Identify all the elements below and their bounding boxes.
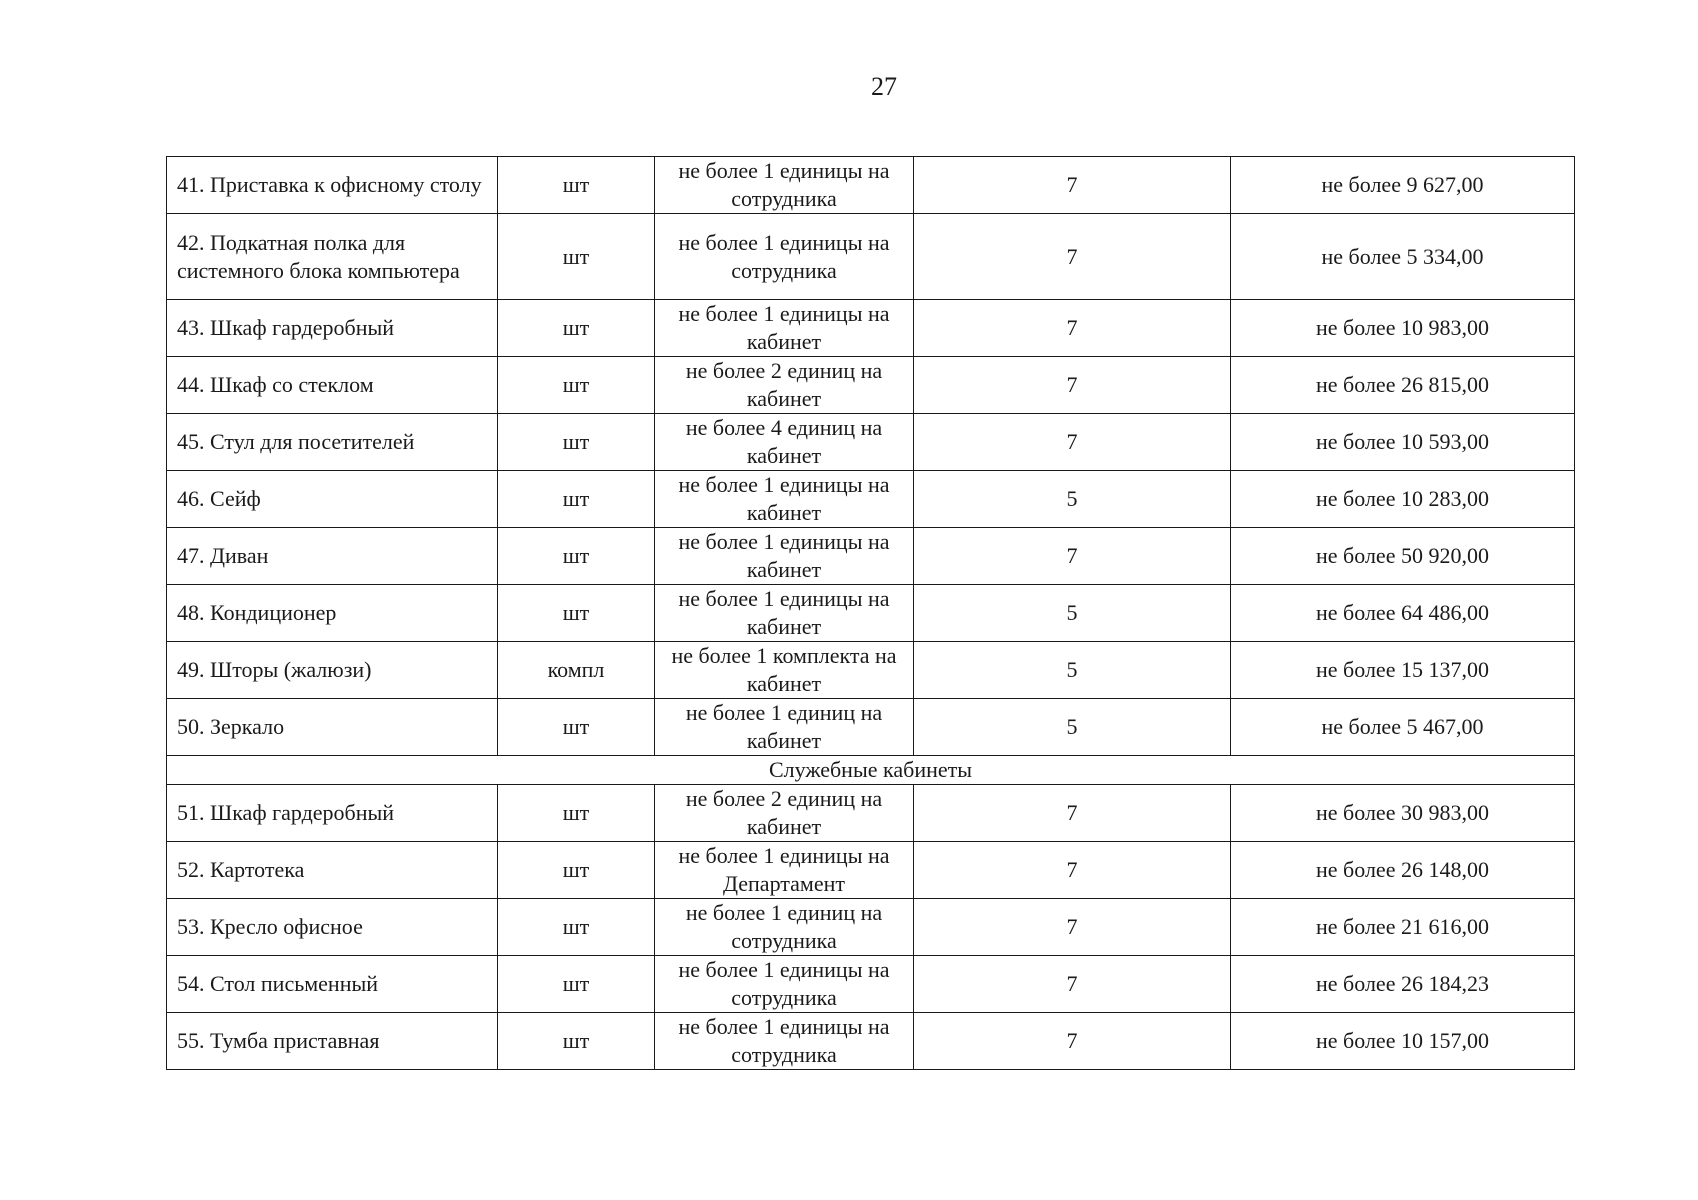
item-term: 7 <box>914 300 1231 357</box>
item-price: не более 5 467,00 <box>1231 699 1575 756</box>
item-price: не более 10 157,00 <box>1231 1013 1575 1070</box>
item-price: не более 10 983,00 <box>1231 300 1575 357</box>
table-row <box>167 899 1575 956</box>
item-unit: шт <box>498 214 655 300</box>
item-name: 41. Приставка к офисному столу <box>167 157 498 214</box>
item-term: 7 <box>914 842 1231 899</box>
item-norm: не более 1 единиц на сотрудника <box>655 899 914 956</box>
item-norm: не более 1 единицы на сотрудника <box>655 214 914 300</box>
item-norm: не более 2 единиц на кабинет <box>655 357 914 414</box>
item-price: не более 30 983,00 <box>1231 785 1575 842</box>
item-price: не более 5 334,00 <box>1231 214 1575 300</box>
item-name: 42. Подкатная полка для системного блока компьютера <box>167 214 498 300</box>
item-unit: шт <box>498 699 655 756</box>
item-price: не более 21 616,00 <box>1231 899 1575 956</box>
section-title: Служебные кабинеты <box>167 756 1575 785</box>
item-price: не более 50 920,00 <box>1231 528 1575 585</box>
table-row <box>167 528 1575 585</box>
item-norm: не более 1 единицы на сотрудника <box>655 157 914 214</box>
item-term: 5 <box>914 642 1231 699</box>
item-price: не более 26 184,23 <box>1231 956 1575 1013</box>
item-term: 5 <box>914 699 1231 756</box>
item-unit: шт <box>498 414 655 471</box>
table-row <box>167 414 1575 471</box>
item-unit: шт <box>498 528 655 585</box>
item-name: 50. Зеркало <box>167 699 498 756</box>
page-number: 27 <box>871 72 897 101</box>
item-norm: не более 1 единицы на кабинет <box>655 528 914 585</box>
item-term: 7 <box>914 528 1231 585</box>
table-row <box>167 842 1575 899</box>
item-price: не более 10 593,00 <box>1231 414 1575 471</box>
item-name: 43. Шкаф гардеробный <box>167 300 498 357</box>
section-row <box>167 756 1575 785</box>
table-row <box>167 642 1575 699</box>
item-term: 5 <box>914 471 1231 528</box>
table-row <box>167 357 1575 414</box>
item-term: 7 <box>914 785 1231 842</box>
item-name: 52. Картотека <box>167 842 498 899</box>
item-norm: не более 1 единиц на кабинет <box>655 699 914 756</box>
item-price: не более 15 137,00 <box>1231 642 1575 699</box>
item-name: 47. Диван <box>167 528 498 585</box>
furniture-norms-table <box>166 156 1575 1070</box>
item-term: 7 <box>914 357 1231 414</box>
item-norm: не более 1 единицы на сотрудника <box>655 956 914 1013</box>
item-name: 55. Тумба приставная <box>167 1013 498 1070</box>
table-row <box>167 157 1575 214</box>
item-term: 5 <box>914 585 1231 642</box>
item-term: 7 <box>914 214 1231 300</box>
item-norm: не более 1 единицы на кабинет <box>655 471 914 528</box>
item-unit: шт <box>498 842 655 899</box>
item-unit: компл <box>498 642 655 699</box>
item-unit: шт <box>498 899 655 956</box>
item-price: не более 26 815,00 <box>1231 357 1575 414</box>
table-row <box>167 699 1575 756</box>
item-norm: не более 1 единицы на кабинет <box>655 300 914 357</box>
table-row <box>167 785 1575 842</box>
item-name: 53. Кресло офисное <box>167 899 498 956</box>
item-unit: шт <box>498 585 655 642</box>
item-norm: не более 1 единицы на сотрудника <box>655 1013 914 1070</box>
item-norm: не более 1 единицы на кабинет <box>655 585 914 642</box>
item-norm: не более 1 комплекта на кабинет <box>655 642 914 699</box>
item-price: не более 64 486,00 <box>1231 585 1575 642</box>
item-name: 45. Стул для посетителей <box>167 414 498 471</box>
table-row <box>167 1013 1575 1070</box>
item-name: 49. Шторы (жалюзи) <box>167 642 498 699</box>
item-name: 54. Стол письменный <box>167 956 498 1013</box>
table-row <box>167 214 1575 300</box>
item-name: 44. Шкаф со стеклом <box>167 357 498 414</box>
table-row <box>167 956 1575 1013</box>
item-name: 51. Шкаф гардеробный <box>167 785 498 842</box>
item-norm: не более 1 единицы на Департамент <box>655 842 914 899</box>
item-unit: шт <box>498 300 655 357</box>
item-unit: шт <box>498 157 655 214</box>
item-term: 7 <box>914 956 1231 1013</box>
item-term: 7 <box>914 1013 1231 1070</box>
item-norm: не более 4 единиц на кабинет <box>655 414 914 471</box>
item-price: не более 9 627,00 <box>1231 157 1575 214</box>
item-price: не более 26 148,00 <box>1231 842 1575 899</box>
item-term: 7 <box>914 157 1231 214</box>
item-unit: шт <box>498 785 655 842</box>
item-norm: не более 2 единиц на кабинет <box>655 785 914 842</box>
item-name: 48. Кондиционер <box>167 585 498 642</box>
item-unit: шт <box>498 1013 655 1070</box>
item-term: 7 <box>914 899 1231 956</box>
item-name: 46. Сейф <box>167 471 498 528</box>
item-term: 7 <box>914 414 1231 471</box>
table-row <box>167 585 1575 642</box>
item-price: не более 10 283,00 <box>1231 471 1575 528</box>
item-unit: шт <box>498 471 655 528</box>
table-row <box>167 471 1575 528</box>
table-row <box>167 300 1575 357</box>
item-unit: шт <box>498 956 655 1013</box>
item-unit: шт <box>498 357 655 414</box>
